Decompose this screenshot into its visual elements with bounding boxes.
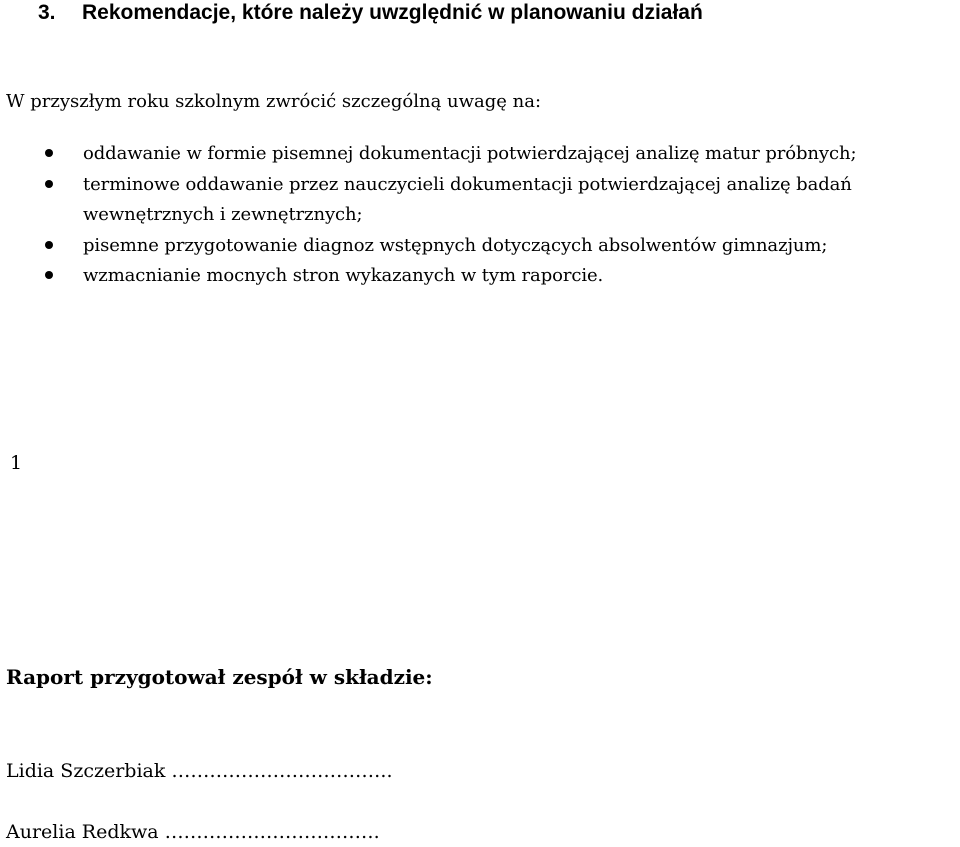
report-heading: Raport przygotował zespół w składzie: — [6, 665, 433, 689]
list-item-text: pisemne przygotowanie diagnoz wstępnych dotyczących absolwentów gimnazjum; — [83, 234, 828, 256]
section-title: Rekomendacje, które należy uwzględnić w planowaniu działań — [82, 1, 703, 24]
bullet-icon — [45, 180, 53, 188]
list-item — [0, 231, 960, 262]
list-item — [0, 139, 960, 170]
signature-line: Aurelia Redkwa ……………………………. — [6, 821, 380, 843]
section-number: 3. — [38, 1, 56, 24]
bullet-icon — [45, 149, 53, 157]
section-heading — [38, 0, 703, 26]
list-item — [0, 170, 960, 231]
signature-line: Lidia Szczerbiak …………………………….. — [6, 760, 393, 782]
list-item — [0, 261, 960, 292]
bullet-icon — [45, 241, 53, 249]
list-item-text: terminowe oddawanie przez nauczycieli dokumentacji potwierdzającej analizę badań wewnętrznych i zewnętrznych; — [83, 173, 852, 225]
bullet-icon — [45, 271, 53, 279]
list-item-text: wzmacnianie mocnych stron wykazanych w tym raporcie. — [83, 265, 604, 286]
intro-text: W przyszłym roku szkolnym zwrócić szczególną uwagę na: — [6, 91, 542, 112]
recommendations-list — [0, 139, 960, 292]
list-item-text: oddawanie w formie pisemnej dokumentacji potwierdzającej analizę matur próbnych; — [83, 143, 857, 164]
page-number: 1 — [10, 452, 23, 474]
